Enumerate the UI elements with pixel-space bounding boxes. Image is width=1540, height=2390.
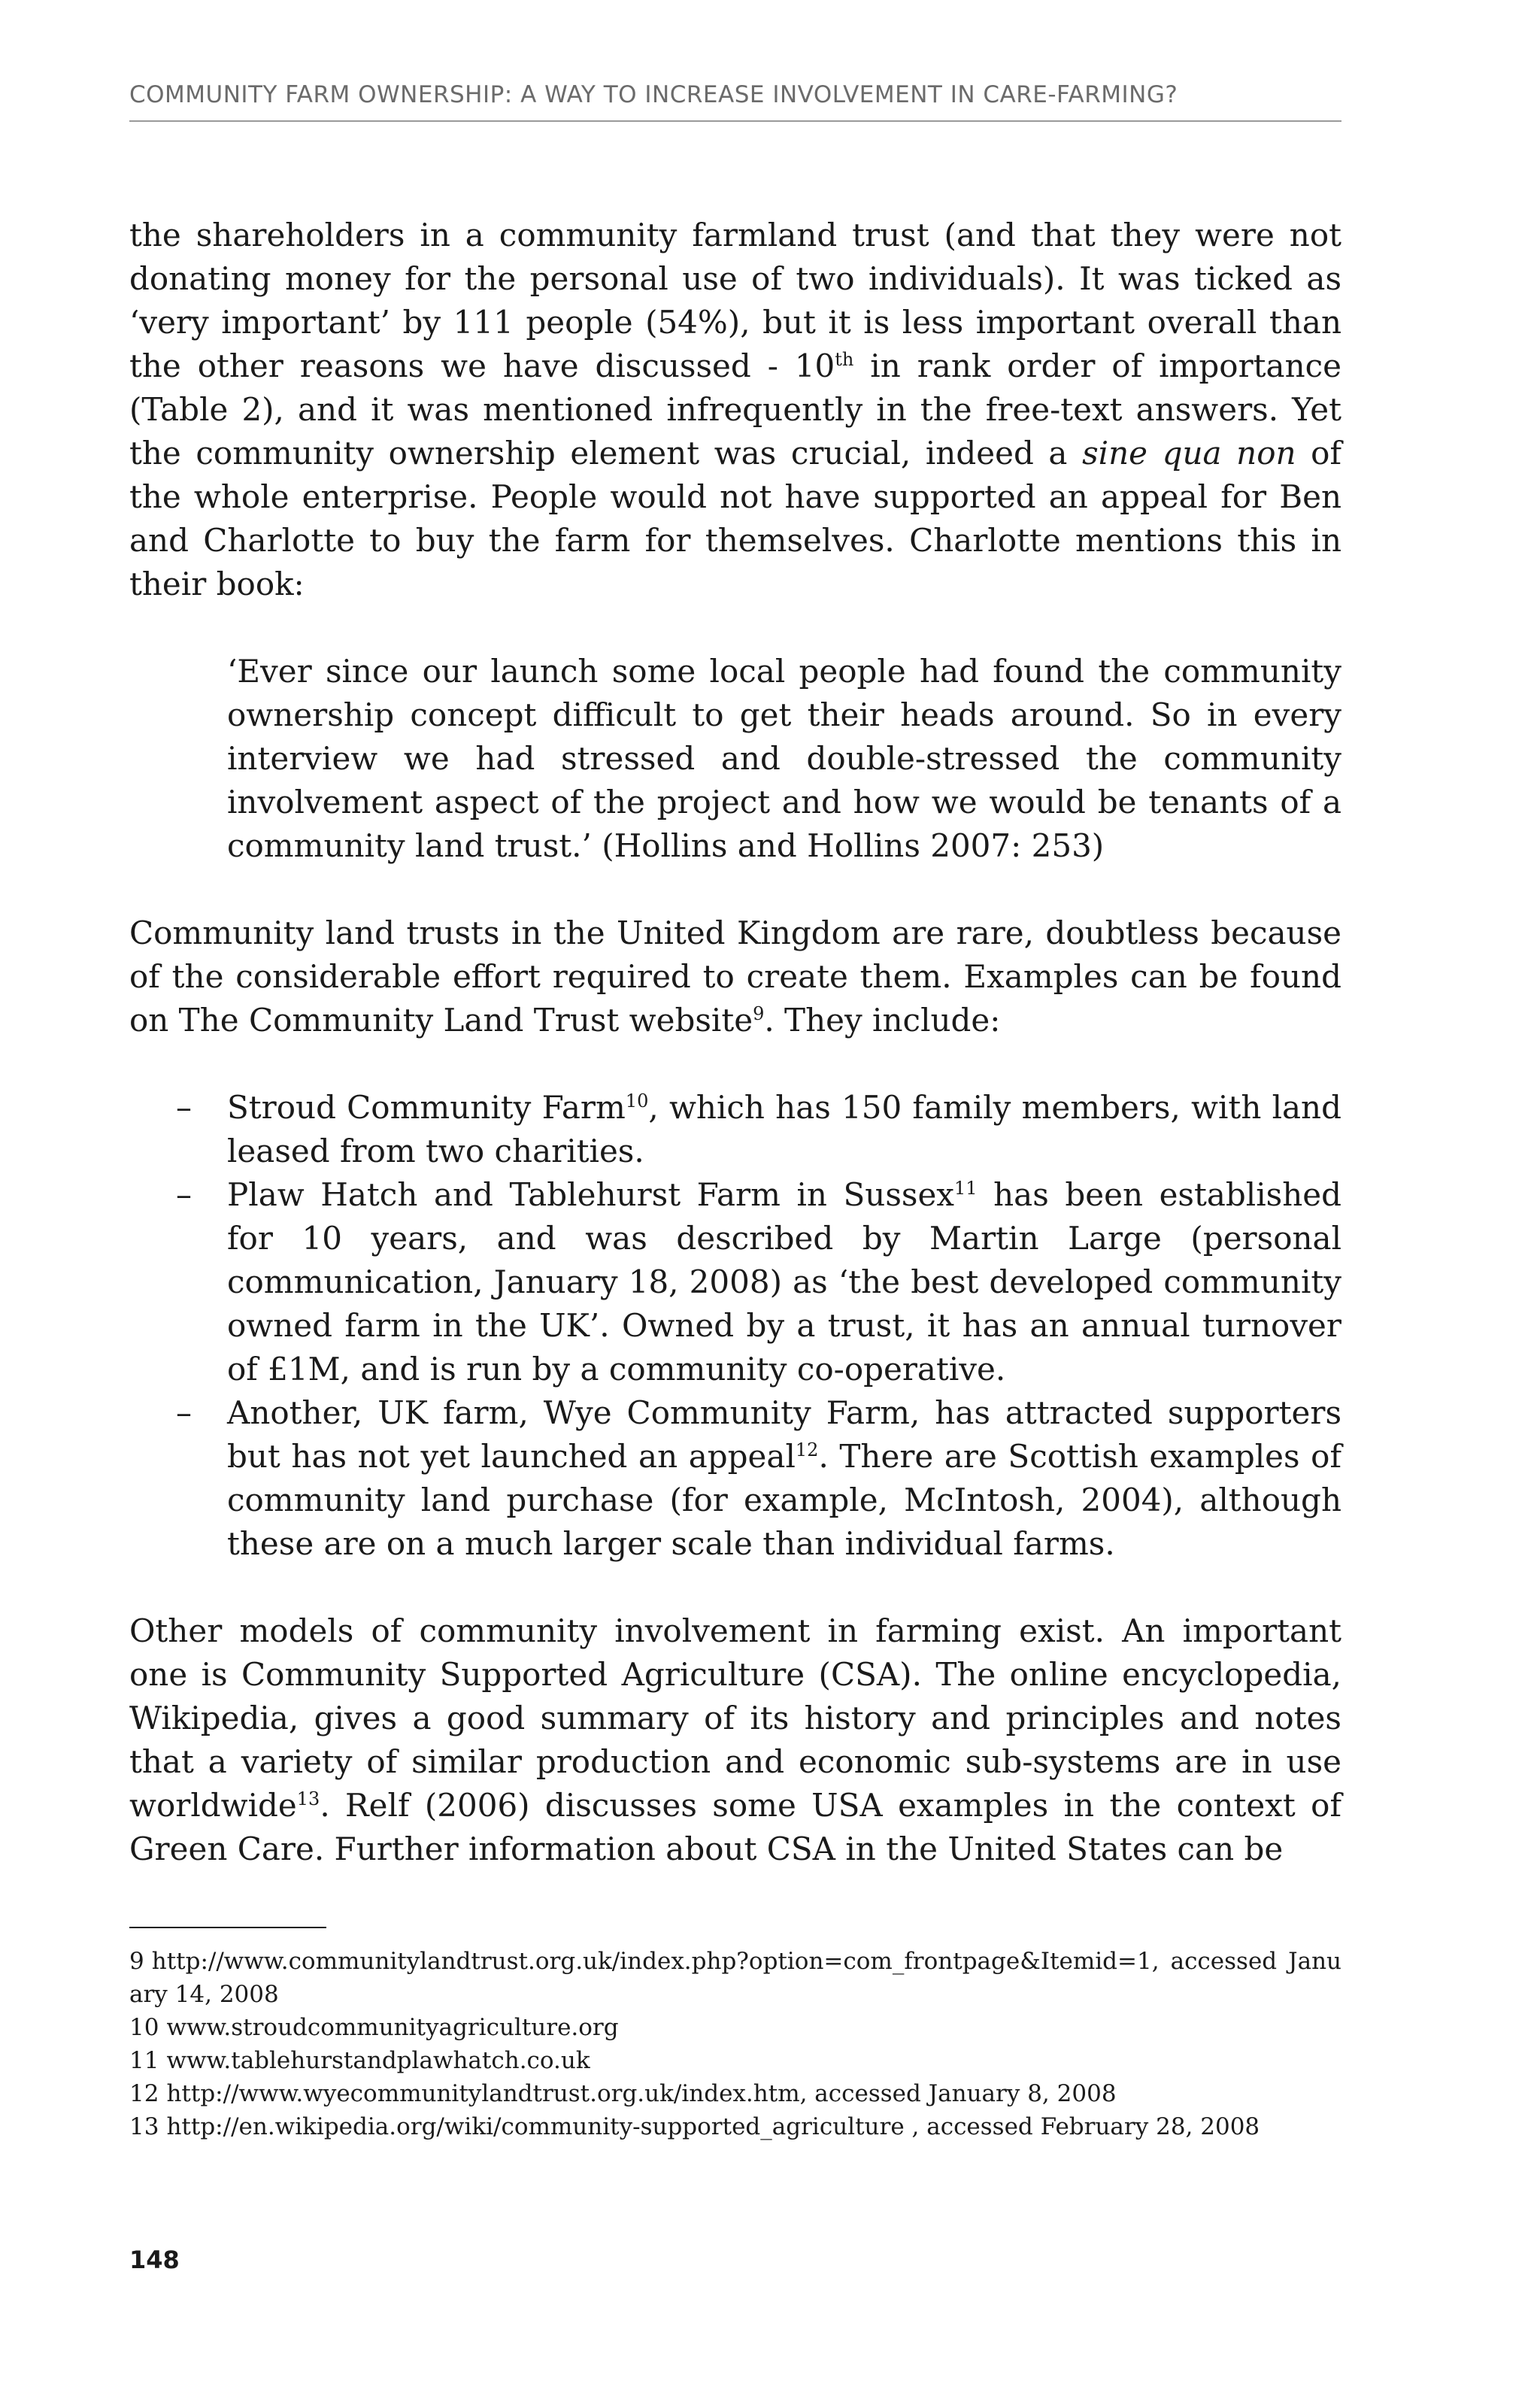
footnote-9 [129, 1945, 1341, 2011]
footnote-link[interactable]: http://www.wyecommunitylandtrust.org.uk/index.htm, accessed January 8, 2008 [166, 2080, 1117, 2107]
dash-bullet: – [176, 1089, 192, 1126]
footnote-ref-10: 10 [625, 1090, 649, 1112]
paragraph-2 [129, 911, 1341, 1042]
dash-bullet: – [176, 1176, 192, 1213]
footnote-number: 13 [129, 2113, 159, 2140]
list-item-text-a: Another, UK farm, Wye Community Farm, has attracted supporters but has not yet launched an appeal [227, 1394, 1341, 1475]
italic-phrase: sine qua non [1082, 435, 1296, 472]
footnote-ref-13: 13 [296, 1788, 320, 1809]
footnote-number: 12 [129, 2080, 159, 2107]
running-header [129, 81, 1341, 122]
footnote-ref-11: 11 [954, 1178, 978, 1199]
footnote-number: 10 [129, 2014, 159, 2041]
page-number: 148 [129, 2246, 180, 2274]
list-item [129, 1173, 1341, 1391]
dash-bullet: – [176, 1394, 192, 1431]
paragraph-3-text-a: Other models of community involvement in farming exist. An important one is Community Supported Agriculture (CSA). The online encyclopedia, Wikipedia, gives a good summary of its history and principles and notes that a variety of similar production and economic sub-systems are in use worldwide [129, 1612, 1341, 1824]
paragraph-1-text-c: of the whole enterprise. People would not have supported an appeal for Ben and Charlotte to buy the farm for themselves. Charlotte mentions this in their book: [129, 435, 1341, 602]
list-item-text-b: , which has 150 family members, with land leased from two charities. [227, 1089, 1341, 1169]
list-item-text-b: has been established for 10 years, and was described by Martin Large (personal communication, January 18, 2008) as ‘the best developed community owned farm in the UK’. Owned by a trust, it has an annual turnover of £1M, and is run by a community co-operative. [227, 1176, 1341, 1388]
list-item-text-b: . There are Scottish examples of community land purchase (for example, McIntosh, 2004), although these are on a much larger scale than individual farms. [227, 1438, 1341, 1562]
list-item [129, 1086, 1341, 1173]
footnote-link[interactable]: http://en.wikipedia.org/wiki/community-supported_agriculture , accessed February 28, 2008 [166, 2113, 1260, 2140]
paragraph-3 [129, 1609, 1341, 1871]
list-item [129, 1391, 1341, 1566]
paragraph-2-text-a: Community land trusts in the United Kingdom are rare, doubtless because of the considerable effort required to create them. Examples can be found on The Community Land Trust website [129, 914, 1341, 1039]
footnote-ref-9: 9 [753, 1003, 765, 1024]
examples-list [129, 1086, 1341, 1566]
footnote-link[interactable]: www.stroudcommunityagriculture.org [166, 2014, 619, 2041]
running-header-title: COMMUNITY FARM OWNERSHIP: A WAY TO INCREASE INVOLVEMENT IN CARE-FARMING? [129, 81, 1178, 108]
block-quote: ‘Ever since our launch some local people had found the community ownership concept difficult to get their heads around. So in every interview we had stressed and double-stressed the community involvement aspect of the project and how we would be tenants of a community land trust.’ (Hollins and Hollins 2007: 253) [227, 653, 1341, 864]
paragraph-1-text-b: in rank order of importance (Table 2), and it was mentioned infrequently in the free-text answers. Yet the community ownership element was crucial, indeed a [129, 347, 1341, 472]
main-text [129, 214, 1341, 1871]
footnote-number: 11 [129, 2047, 159, 2074]
paragraph-1 [129, 214, 1341, 606]
footnotes [129, 1945, 1341, 2143]
footnote-link[interactable]: http://www.communitylandtrust.org.uk/index.php?option=com_frontpage&Itemid=1, accessed January 14, 2008 [129, 1948, 1341, 2008]
list-item-text-a: Stroud Community Farm [227, 1089, 626, 1126]
ordinal-suffix: th [835, 349, 854, 370]
paragraph-3-text-b: . Relf (2006) discusses some USA examples in the context of Green Care. Further information about CSA in the United States can be [129, 1787, 1341, 1867]
footnote-divider [129, 1927, 326, 1928]
list-item-text-a: Plaw Hatch and Tablehurst Farm in Sussex [227, 1176, 954, 1213]
footnote-link[interactable]: www.tablehurstandplawhatch.co.uk [166, 2047, 590, 2074]
footnote-12 [129, 2077, 1341, 2110]
footnote-13 [129, 2110, 1341, 2143]
footnote-ref-12: 12 [795, 1439, 819, 1460]
paragraph-1-text-a: the shareholders in a community farmland trust (and that they were not donating money for the personal use of two individuals). It was ticked as ‘very important’ by 111 people (54%), but it is less important overall than the other reasons we have discussed - 10 [129, 217, 1341, 384]
footnote-number: 9 [129, 1948, 144, 1975]
footnote-11 [129, 2044, 1341, 2077]
footnote-10 [129, 2011, 1341, 2044]
paragraph-2-text-b: . They include: [764, 1002, 1001, 1039]
